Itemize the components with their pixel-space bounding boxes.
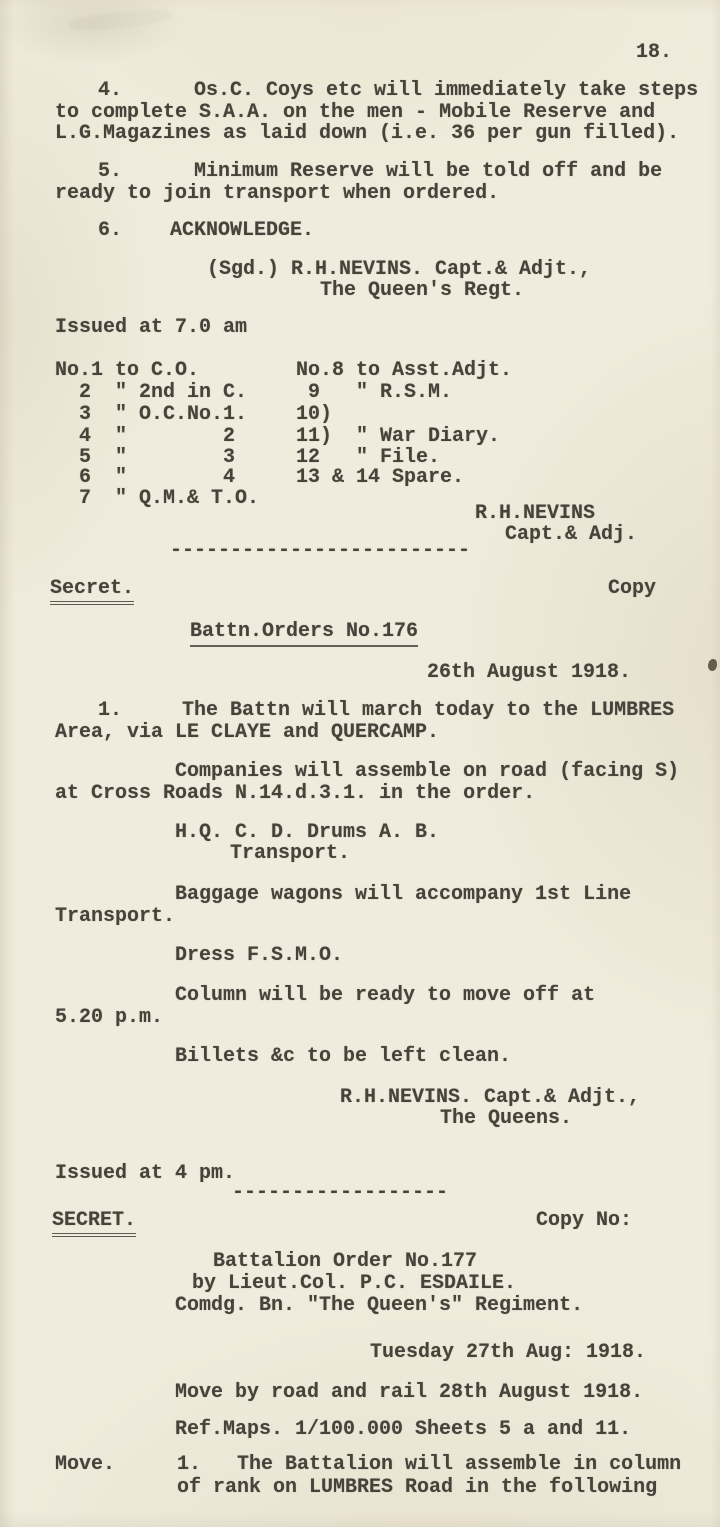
para-3-line: Baggage wagons will accompany 1st Line xyxy=(175,883,632,906)
signature-line: R.H.NEVINS. Capt.& Adjt., xyxy=(340,1086,641,1109)
distribution-right-row: No.8 to Asst.Adjt. xyxy=(296,359,513,382)
move-line: Move by road and rail 28th August 1918. xyxy=(175,1381,644,1404)
para-2-line: Companies will assemble on road (facing S) xyxy=(175,760,680,783)
distribution-left-row: 6 " 4 xyxy=(55,466,236,489)
order-title: Battn.Orders No.176 xyxy=(190,621,418,647)
copy-label: Copy xyxy=(608,577,657,600)
distribution-right-row: 13 & 14 Spare. xyxy=(296,466,465,489)
para-4-dress: Dress F.S.M.O. xyxy=(175,944,344,967)
margin-heading-move: Move. xyxy=(55,1453,116,1476)
copy-number-label: Copy No: xyxy=(536,1209,633,1232)
march-order-line: Transport. xyxy=(230,842,351,865)
para-1-line: Area, via LE CLAYE and QUERCAMP. xyxy=(55,721,440,744)
section-divider: ------------------ xyxy=(232,1181,449,1204)
issued-time: Issued at 7.0 am xyxy=(55,316,248,339)
para-5-line: Column will be ready to move off at xyxy=(175,984,596,1007)
para-4-line: L.G.Magazines as laid down (i.e. 36 per gun filled). xyxy=(55,122,680,145)
para-5-line: 5. Minimum Reserve will be told off and be xyxy=(98,160,663,183)
classification-label: SECRET. xyxy=(52,1210,136,1237)
page-number: 18. xyxy=(636,41,673,64)
para-4-line: to complete S.A.A. on the men - Mobile Reserve and xyxy=(55,101,656,124)
march-order-line: H.Q. C. D. Drums A. B. xyxy=(175,821,440,844)
distribution-left-row: 4 " 2 xyxy=(55,425,236,448)
para-1-line: 1. The Battn will march today to the LUMBRES xyxy=(98,699,675,722)
distribution-left-row: 5 " 3 xyxy=(55,446,236,469)
distribution-left-row: 7 " Q.M.& T.O. xyxy=(55,487,260,510)
para-2-line: at Cross Roads N.14.d.3.1. in the order. xyxy=(55,782,536,805)
ink-speck xyxy=(708,659,717,671)
order-title-line: by Lieut.Col. P.C. ESDAILE. xyxy=(192,1272,517,1295)
order-date: 26th August 1918. xyxy=(427,661,632,684)
signature-line: The Queens. xyxy=(440,1107,573,1130)
distribution-left-row: 3 " O.C.No.1. xyxy=(55,403,248,426)
section-divider: ------------------------- xyxy=(170,539,471,562)
distribution-left-row: No.1 to C.O. xyxy=(55,359,200,382)
map-reference-line: Ref.Maps. 1/100.000 Sheets 5 a and 11. xyxy=(175,1418,632,1441)
para-1-line: of rank on LUMBRES Road in the following xyxy=(177,1476,658,1499)
para-4-line: 4. Os.C. Coys etc will immediately take steps xyxy=(98,79,699,102)
distribution-right-row: 11) " War Diary. xyxy=(296,425,501,448)
classification-label: Secret. xyxy=(50,578,134,605)
distribution-right-row: 10) xyxy=(296,403,333,426)
order-date: Tuesday 27th Aug: 1918. xyxy=(370,1341,647,1364)
order-title-line: Battalion Order No.177 xyxy=(213,1250,478,1273)
distribution-right-row: 12 " File. xyxy=(296,446,441,469)
para-5-line: ready to join transport when ordered. xyxy=(55,182,500,205)
para-3-line: Transport. xyxy=(55,905,176,928)
order-title-line: Comdg. Bn. "The Queen's" Regiment. xyxy=(175,1294,584,1317)
para-6-acknowledge: 6. ACKNOWLEDGE. xyxy=(98,219,315,242)
issued-time: Issued at 4 pm. xyxy=(55,1162,236,1185)
distribution-left-row: 2 " 2nd in C. xyxy=(55,381,248,404)
para-1-line: 1. The Battalion will assemble in column xyxy=(177,1453,682,1476)
distribution-right-row: 9 " R.S.M. xyxy=(296,381,453,404)
signature-name: R.H.NEVINS xyxy=(475,502,596,525)
signature-line: The Queen's Regt. xyxy=(320,279,525,302)
para-6-billets: Billets &c to be left clean. xyxy=(175,1045,512,1068)
signature-line: (Sgd.) R.H.NEVINS. Capt.& Adjt., xyxy=(207,258,592,281)
signature-title: Capt.& Adj. xyxy=(505,523,638,546)
pencil-smudge xyxy=(67,7,172,34)
para-5-line: 5.20 p.m. xyxy=(55,1006,164,1029)
